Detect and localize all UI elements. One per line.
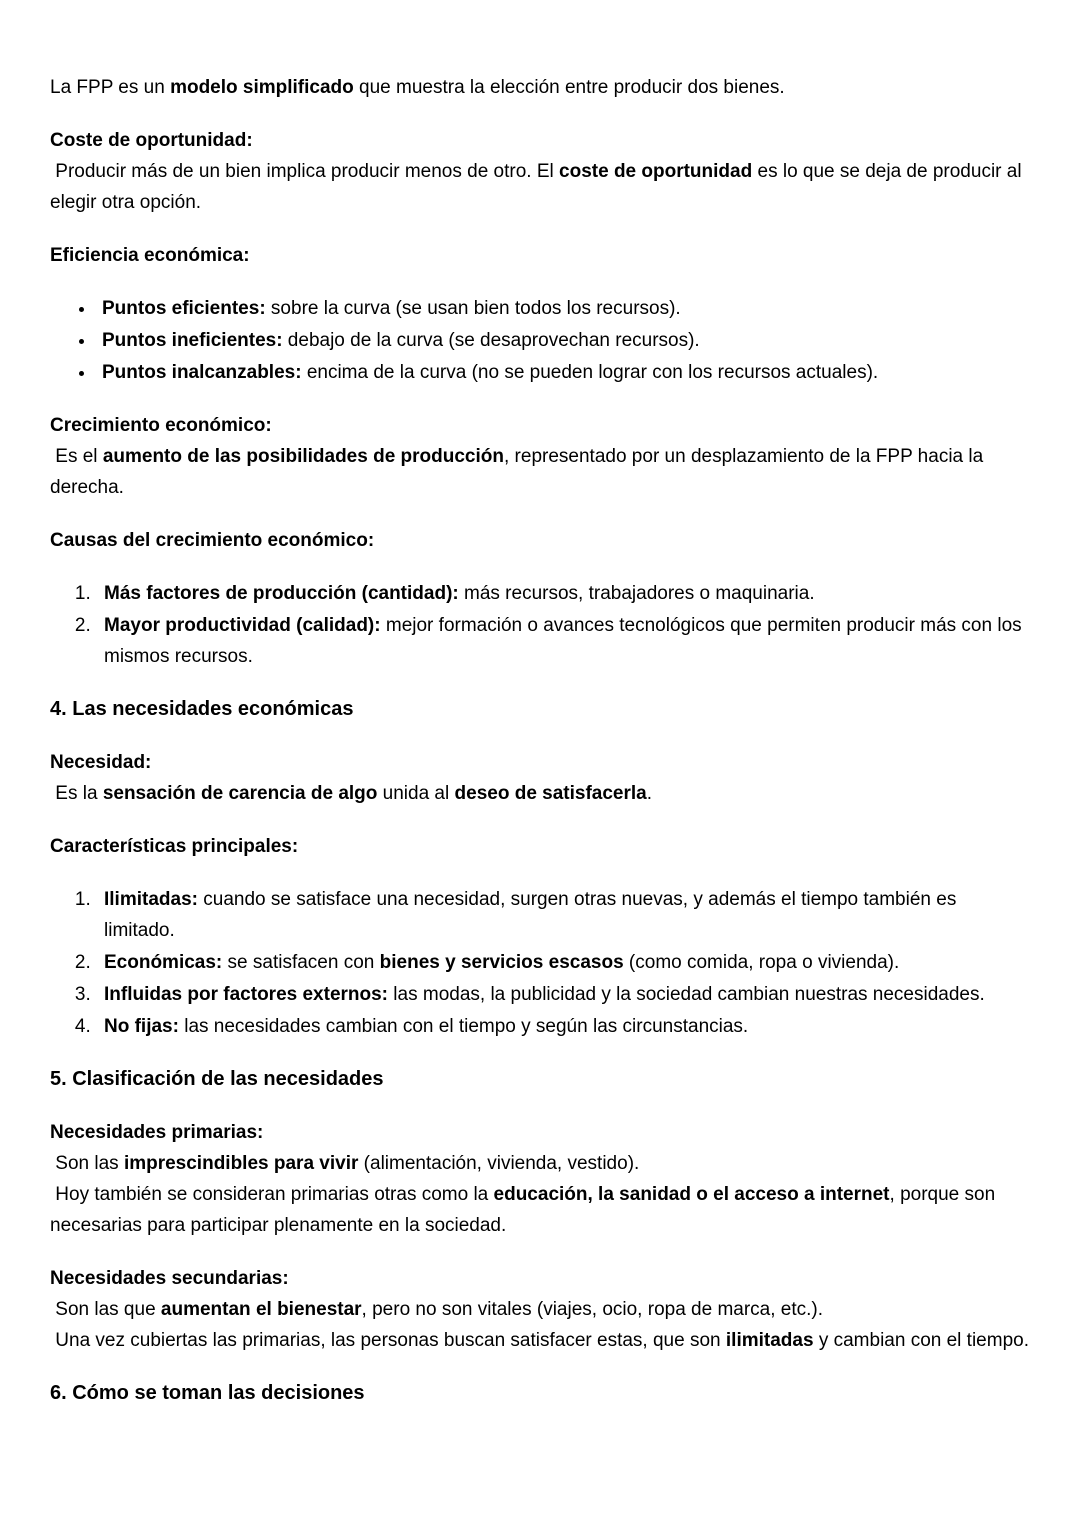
caracteristicas-numbered-list	[50, 884, 1030, 1042]
eficiencia-heading: Eficiencia económica:	[50, 245, 250, 266]
coste-oportunidad-heading: Coste de oportunidad:	[50, 130, 253, 151]
eficiencia-block	[50, 240, 1030, 271]
section-4-heading: 4. Las necesidades económicas	[50, 698, 354, 720]
list-item: 1. Ilimitadas: cuando se satisface una necesidad, surgen otras nuevas, y además el tiempo también es limitado.	[96, 884, 1030, 946]
secundarias-line-1: Son las que aumentan el bienestar, pero no son vitales (viajes, ocio, ropa de marca, etc.).	[50, 1299, 824, 1320]
list-item: 2. Mayor productividad (calidad): mejor formación o avances tecnológicos que permiten producir más con los mismos recursos.	[96, 610, 1030, 672]
caracteristicas-heading: Características principales:	[50, 836, 299, 857]
coste-oportunidad-paragraph: Producir más de un bien implica producir menos de otro. El coste de oportunidad es lo que se deja de producir al elegir otra opción.	[50, 161, 1027, 213]
causas-numbered-list	[50, 578, 1030, 672]
secundarias-block	[50, 1263, 1030, 1356]
crecimiento-block	[50, 410, 1030, 503]
intro-paragraph: La FPP es un modelo simplificado que muestra la elección entre producir dos bienes.	[50, 77, 785, 98]
crecimiento-paragraph: Es el aumento de las posibilidades de producción, representado por un desplazamiento de la FPP hacia la derecha.	[50, 446, 989, 498]
eficiencia-bullet-list	[50, 293, 1030, 388]
causas-block	[50, 525, 1030, 556]
primarias-line-1: Son las imprescindibles para vivir (alimentación, vivienda, vestido).	[50, 1153, 640, 1174]
list-item: • Puntos ineficientes: debajo de la curva (se desaprovechan recursos).	[96, 325, 1030, 356]
necesidad-block	[50, 747, 1030, 809]
primarias-line-2: Hoy también se consideran primarias otras como la educación, la sanidad o el acceso a internet, porque son necesarias para participar plenamente en la sociedad.	[50, 1184, 1001, 1236]
section-6-heading: 6. Cómo se toman las decisiones	[50, 1382, 365, 1404]
list-item: 4. No fijas: las necesidades cambian con el tiempo y según las circunstancias.	[96, 1011, 1030, 1042]
causas-heading: Causas del crecimiento económico:	[50, 530, 375, 551]
secundarias-line-2: Una vez cubiertas las primarias, las personas buscan satisfacer estas, que son ilimitadas y cambian con el tiempo.	[50, 1330, 1029, 1351]
list-item: 1. Más factores de producción (cantidad): más recursos, trabajadores o maquinaria.	[96, 578, 1030, 609]
necesidad-heading: Necesidad:	[50, 752, 152, 773]
coste-oportunidad-block	[50, 125, 1030, 218]
list-item: 3. Influidas por factores externos: las modas, la publicidad y la sociedad cambian nuestras necesidades.	[96, 979, 1030, 1010]
crecimiento-heading: Crecimiento económico:	[50, 415, 272, 436]
list-item: • Puntos inalcanzables: encima de la curva (no se pueden lograr con los recursos actuales).	[96, 357, 1030, 388]
list-item: 2. Económicas: se satisfacen con bienes y servicios escasos (como comida, ropa o vivienda).	[96, 947, 1030, 978]
primarias-heading: Necesidades primarias:	[50, 1122, 264, 1143]
necesidad-paragraph: Es la sensación de carencia de algo unida al deseo de satisfacerla.	[50, 783, 653, 804]
primarias-block	[50, 1117, 1030, 1241]
intro-block	[50, 72, 1030, 103]
caracteristicas-block	[50, 831, 1030, 862]
secundarias-heading: Necesidades secundarias:	[50, 1268, 289, 1289]
list-item: • Puntos eficientes: sobre la curva (se usan bien todos los recursos).	[96, 293, 1030, 324]
section-5-heading: 5. Clasificación de las necesidades	[50, 1068, 384, 1090]
